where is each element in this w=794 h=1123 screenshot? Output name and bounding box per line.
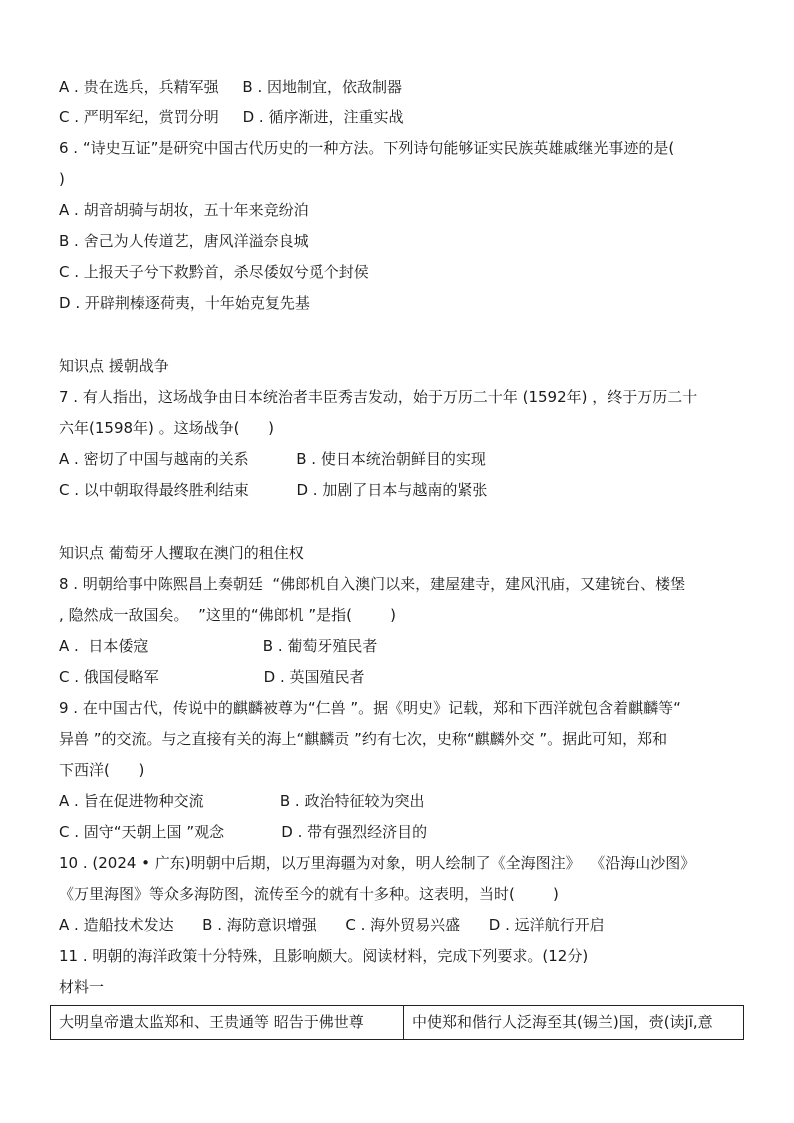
section-title-war: 知识点 援朝战争 bbox=[59, 357, 169, 375]
q10-stem-line1: 10 . (2024 • 广东)明朝中后期，以万里海疆为对象，明人绘制了《全海图注》 《沿海山沙图》 bbox=[59, 854, 696, 872]
material-table-left-cell: 大明皇帝遣太监郑和、王贵通等 昭告于佛世尊 bbox=[51, 1006, 404, 1039]
section-title-macau: 知识点 葡萄牙人攫取在澳门的租住权 bbox=[59, 544, 304, 562]
q9-stem-line1: 9 . 在中国古代，传说中的麒麟被尊为“仁兽 ”。据《明史》记载，郑和下西洋就包含着麒麟等“ bbox=[59, 699, 681, 717]
q7-options-line2: C . 以中朝取得最终胜利结束 D . 加剧了日本与越南的紧张 bbox=[59, 481, 488, 499]
q6-stem-line1: 6 . “诗史互证”是研究中国古代历史的一种方法。下列诗句能够证实民族英雄戚继光事迹的是( bbox=[59, 139, 675, 157]
q9-options-line1: A . 旨在促进物种交流 B . 政治特征较为突出 bbox=[59, 792, 425, 810]
q6-option-a: A . 胡音胡骑与胡妆，五十年来竞纷泊 bbox=[59, 201, 309, 219]
q8-options-line1: A . 日本倭寇 B . 葡萄牙殖民者 bbox=[59, 637, 378, 655]
q9-stem-line2: 异兽 ”的交流。与之直接有关的海上“麒麟贡 ”约有七次，史称“麒麟外交 ”。据此可知，郑和 bbox=[59, 730, 668, 748]
q8-stem-line1: 8 . 明朝给事中陈熙昌上奏朝廷 “佛郎机自入澳门以来，建屋建寺，建风汛庙，又建铳台、楼堡 bbox=[59, 575, 686, 593]
q5-options-line1: A . 贵在选兵，兵精军强 B . 因地制宜，依敌制器 bbox=[59, 78, 403, 96]
q7-options-line1: A . 密切了中国与越南的关系 B . 使日本统治朝鲜目的实现 bbox=[59, 450, 486, 468]
q6-option-b: B . 舍己为人传道艺，唐风洋溢奈良城 bbox=[59, 232, 309, 250]
q7-stem-line2: 六年(1598年) 。这场战争( ) bbox=[59, 419, 274, 437]
q8-options-line2: C . 俄国侵略军 D . 英国殖民者 bbox=[59, 668, 365, 686]
q11-stem-line1: 11 . 明朝的海洋政策十分特殊，且影响颇大。阅读材料，完成下列要求。(12分) bbox=[59, 947, 589, 965]
q5-options-line2: C . 严明军纪，赏罚分明 D . 循序渐进，注重实战 bbox=[59, 108, 404, 126]
q7-stem-line1: 7 . 有人指出，这场战争由日本统治者丰臣秀吉发动，始于万历二十年 (1592年) ，终于万历二十 bbox=[59, 388, 698, 406]
q6-stem-line2: ) bbox=[59, 170, 65, 188]
q8-stem-line2: , 隐然成一敌国矣。 ”这里的“佛郎机 ”是指( ) bbox=[59, 606, 397, 624]
q6-option-d: D . 开辟荆榛逐荷夷，十年始克复先基 bbox=[59, 294, 310, 312]
q6-option-c: C . 上报天子兮下救黔首，杀尽倭奴兮觅个封侯 bbox=[59, 263, 369, 281]
material-table bbox=[50, 1005, 744, 1040]
q9-stem-line3: 下西洋( ) bbox=[59, 761, 145, 779]
q9-options-line2: C . 固守“天朝上国 ”观念 D . 带有强烈经济目的 bbox=[59, 823, 428, 841]
q11-material-label: 材料一 bbox=[59, 978, 105, 996]
q10-options-line1: A . 造船技术发达 B . 海防意识增强 C . 海外贸易兴盛 D . 远洋航行开启 bbox=[59, 916, 605, 934]
material-table-right-cell: 中使郑和偕行人泛海至其(锡兰)国，赍(读jī,意 bbox=[412, 1013, 713, 1031]
q10-stem-line2: 《万里海图》等众多海防图，流传至今的就有十多种。这表明，当时( ) bbox=[59, 885, 559, 903]
